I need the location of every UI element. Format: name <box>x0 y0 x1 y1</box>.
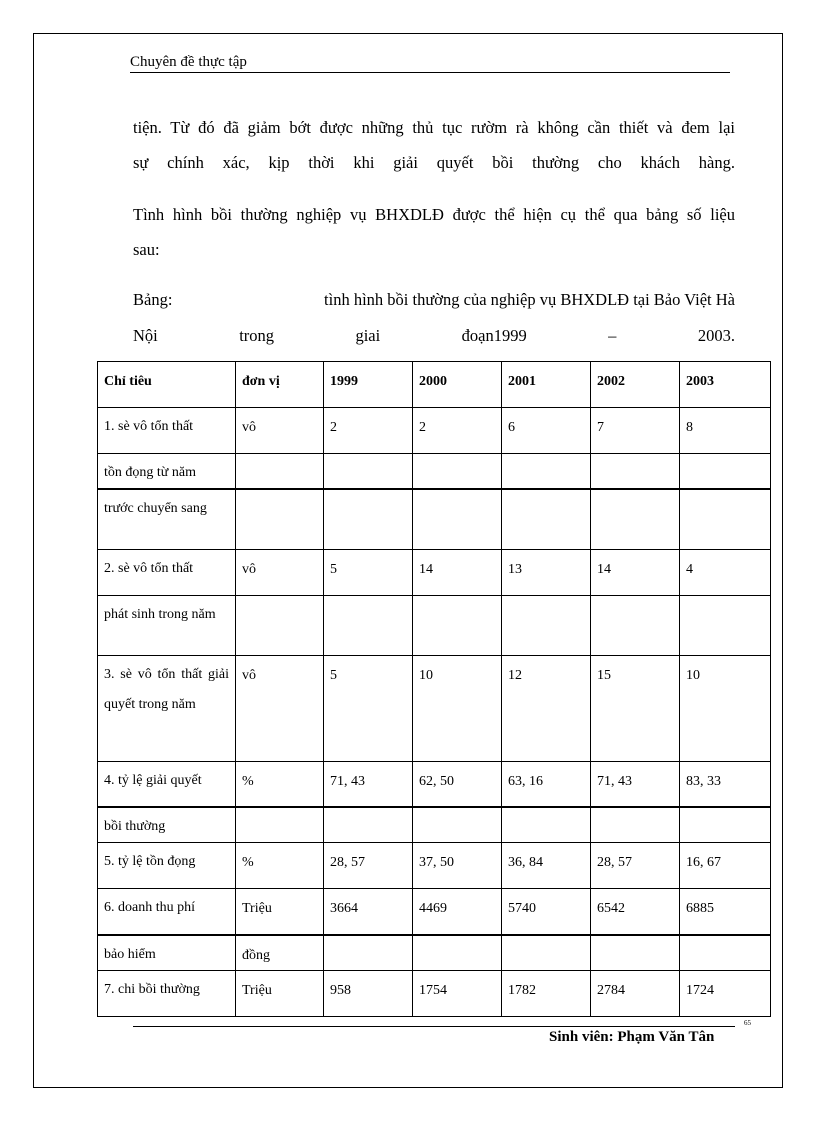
table-cell <box>324 889 413 935</box>
word: bồi <box>492 153 514 172</box>
cell-text: 4 <box>686 561 693 577</box>
cell-text: 6 <box>508 420 515 435</box>
table-cell <box>591 889 680 935</box>
footer-rule <box>133 1026 735 1027</box>
caption-word: Nội <box>133 326 158 345</box>
cell-text: 83, 33 <box>686 773 721 789</box>
cell-text: 5740 <box>508 901 536 916</box>
word: khi <box>353 153 375 172</box>
table-cell <box>680 889 771 935</box>
table-cell <box>98 655 236 761</box>
word: sự <box>133 153 149 172</box>
cell-text: 2 <box>419 420 426 435</box>
paragraph-line: sau: <box>133 240 160 259</box>
cell-text: đơn vị <box>242 374 280 389</box>
table-cell <box>591 843 680 889</box>
table-row <box>98 489 771 549</box>
table-cell <box>413 595 502 655</box>
table-cell <box>236 655 324 761</box>
cell-text: 1999 <box>330 374 358 389</box>
table-cell <box>680 454 771 490</box>
cell-text: 1724 <box>686 982 714 998</box>
table-cell <box>502 408 591 454</box>
table-cell <box>502 549 591 595</box>
caption-label: Bảng: <box>133 290 173 309</box>
table-cell <box>324 807 413 843</box>
cell-text <box>597 936 673 948</box>
cell-text: 63, 16 <box>508 773 543 789</box>
table-cell <box>236 889 324 935</box>
cell-text <box>508 936 584 948</box>
cell-text: 7. chi bồi thường <box>104 981 200 997</box>
word: cho <box>597 153 622 172</box>
table-cell <box>591 761 680 807</box>
caption-word: trong <box>239 326 275 345</box>
table-cell <box>502 761 591 807</box>
cell-text: 1. sè vô tổn thất <box>104 419 194 434</box>
cell-text <box>686 808 764 820</box>
table-header-cell <box>591 362 680 408</box>
table-cell <box>591 655 680 761</box>
cell-text <box>686 936 764 948</box>
table-header-cell <box>324 362 413 408</box>
word: thường <box>532 153 580 172</box>
table-header-cell <box>236 362 324 408</box>
caption-word: giai <box>355 326 381 345</box>
cell-text: 15 <box>597 667 611 683</box>
table-cell <box>98 408 236 454</box>
table-cell <box>324 408 413 454</box>
table-cell <box>680 843 771 889</box>
cell-text <box>242 596 317 608</box>
cell-text <box>330 596 406 608</box>
table-cell <box>324 454 413 490</box>
table-cell <box>591 595 680 655</box>
cell-text: tồn đọng từ năm <box>104 465 196 480</box>
table-cell <box>591 549 680 595</box>
table-cell <box>98 935 236 971</box>
table-row <box>98 761 771 807</box>
table-cell <box>236 935 324 971</box>
cell-text <box>597 596 673 608</box>
cell-text: 4. tỷ lệ giải quyết <box>104 772 202 788</box>
cell-text: 2000 <box>419 374 447 389</box>
cell-text: 1782 <box>508 982 536 998</box>
table-cell <box>236 761 324 807</box>
table-cell <box>236 549 324 595</box>
cell-text <box>597 808 673 820</box>
cell-text <box>419 936 495 948</box>
table-cell <box>680 549 771 595</box>
cell-text <box>508 808 584 820</box>
cell-text <box>419 490 495 502</box>
table-row <box>98 549 771 595</box>
table-cell <box>591 807 680 843</box>
cell-text: 8 <box>686 420 693 435</box>
table-row <box>98 595 771 655</box>
table-row <box>98 454 771 490</box>
page-number: 65 <box>744 1019 751 1027</box>
cell-text: 2784 <box>597 982 625 998</box>
footer-author: Sinh viên: Phạm Văn Tân <box>549 1029 715 1045</box>
cell-text <box>242 490 317 502</box>
table-cell <box>502 843 591 889</box>
table-cell <box>236 454 324 490</box>
table-cell <box>98 454 236 490</box>
table-row <box>98 408 771 454</box>
table-cell <box>413 889 502 935</box>
cell-text: 5 <box>330 561 337 577</box>
cell-text: 6885 <box>686 901 714 916</box>
table-cell <box>502 489 591 549</box>
table-cell <box>324 935 413 971</box>
table-cell <box>413 807 502 843</box>
table-header-cell <box>413 362 502 408</box>
word: khách <box>640 153 680 172</box>
cell-text: 958 <box>330 982 351 998</box>
paragraph-line <box>133 153 735 173</box>
cell-text: 37, 50 <box>419 855 454 870</box>
cell-text: 10 <box>419 667 433 683</box>
cell-text: phát sinh trong năm <box>104 606 216 622</box>
cell-text: Triệu <box>242 901 272 916</box>
table-cell <box>413 549 502 595</box>
cell-text: bồi thường <box>104 819 166 834</box>
cell-text: Chỉ tiêu <box>104 374 152 389</box>
cell-text: 36, 84 <box>508 855 543 870</box>
table-row <box>98 970 771 1016</box>
table-cell <box>236 843 324 889</box>
table-cell <box>680 935 771 971</box>
word: quyết <box>436 153 474 172</box>
cell-text: 13 <box>508 561 522 577</box>
table-row <box>98 935 771 971</box>
cell-text: 2001 <box>508 374 536 389</box>
cell-text <box>242 808 317 820</box>
cell-text: 3. sè vô tổn thất giải quyết trong năm <box>104 666 229 712</box>
caption-word: – <box>608 326 617 345</box>
cell-text <box>419 808 495 820</box>
cell-text: 2003 <box>686 374 714 389</box>
caption-word: 2003. <box>697 326 735 345</box>
cell-text: 7 <box>597 420 604 435</box>
justified-line <box>133 153 735 173</box>
table-cell <box>324 655 413 761</box>
cell-text: 62, 50 <box>419 773 454 789</box>
cell-text <box>686 490 764 502</box>
table-cell <box>98 843 236 889</box>
table-cell <box>502 935 591 971</box>
table-cell <box>502 655 591 761</box>
cell-text: vô <box>242 420 256 435</box>
table-cell <box>680 408 771 454</box>
cell-text: bảo hiểm <box>104 946 156 962</box>
table-cell <box>502 889 591 935</box>
table-cell <box>236 489 324 549</box>
cell-text: 6542 <box>597 901 625 916</box>
table-row <box>98 889 771 935</box>
cell-text: đồng <box>242 947 270 963</box>
cell-text: 5 <box>330 667 337 683</box>
cell-text: % <box>242 855 254 870</box>
table-cell <box>98 889 236 935</box>
cell-text: 28, 57 <box>330 855 365 870</box>
table-cell <box>324 489 413 549</box>
word: chính <box>167 153 204 172</box>
cell-text: 71, 43 <box>330 773 365 789</box>
cell-text: Triệu <box>242 982 272 998</box>
table-header-row <box>98 362 771 408</box>
table-cell <box>324 595 413 655</box>
caption-text: tình hình bồi thường của nghiệp vụ BHXDLĐ tại Bảo Việt Hà <box>324 290 735 309</box>
caption-word: đoạn1999 <box>461 326 527 345</box>
table-cell <box>324 843 413 889</box>
cell-text <box>419 596 495 608</box>
cell-text: 14 <box>419 561 433 577</box>
cell-text <box>330 808 406 820</box>
table-cell <box>413 761 502 807</box>
table-cell <box>502 454 591 490</box>
table-cell <box>413 408 502 454</box>
cell-text <box>330 490 406 502</box>
table-header-cell <box>98 362 236 408</box>
table-cell <box>591 408 680 454</box>
table-caption-line-2 <box>133 326 735 346</box>
table-cell <box>680 655 771 761</box>
cell-text: % <box>242 773 254 789</box>
paragraph-line: tiện. Từ đó đã giảm bớt được những thủ tục rườm rà không cần thiết và đem lại <box>133 118 735 137</box>
table-cell <box>680 807 771 843</box>
table-cell <box>98 489 236 549</box>
cell-text: 2. sè vô tổn thất <box>104 560 194 576</box>
cell-text: 2 <box>330 420 337 435</box>
table-row <box>98 807 771 843</box>
cell-text: 12 <box>508 667 522 683</box>
table-cell <box>413 843 502 889</box>
table-cell <box>591 935 680 971</box>
cell-text <box>242 454 317 466</box>
cell-text: 4469 <box>419 901 447 916</box>
table-cell <box>98 970 236 1016</box>
table-cell <box>680 489 771 549</box>
word: kịp <box>268 153 290 172</box>
cell-text <box>686 596 764 608</box>
cell-text <box>508 490 584 502</box>
cell-text: 3664 <box>330 901 358 916</box>
table-cell <box>98 761 236 807</box>
table-cell <box>680 970 771 1016</box>
word: xác, <box>222 153 250 172</box>
word: thời <box>308 153 335 172</box>
table-cell <box>98 549 236 595</box>
cell-text <box>597 454 673 466</box>
cell-text: 5. tỷ lệ tồn đọng <box>104 854 196 869</box>
cell-text <box>330 454 406 466</box>
cell-text: trước chuyển sang <box>104 501 207 516</box>
word: giải <box>393 153 418 172</box>
cell-text: 28, 57 <box>597 855 632 870</box>
table-cell <box>413 655 502 761</box>
table-row <box>98 843 771 889</box>
table-cell <box>502 807 591 843</box>
cell-text: vô <box>242 667 256 683</box>
word: hàng. <box>698 153 735 172</box>
table-cell <box>324 761 413 807</box>
table-cell <box>591 489 680 549</box>
table-cell <box>413 454 502 490</box>
table-cell <box>324 970 413 1016</box>
table-cell <box>413 935 502 971</box>
cell-text: 1754 <box>419 982 447 998</box>
table-cell <box>236 408 324 454</box>
table-header-cell <box>680 362 771 408</box>
paragraph-line: Tình hình bồi thường nghiệp vụ BHXDLĐ được thể hiện cụ thể qua bảng số liệu <box>133 205 735 224</box>
cell-text <box>508 454 584 466</box>
page-header: Chuyên đề thực tập <box>130 52 730 73</box>
cell-text: 10 <box>686 667 700 683</box>
table-cell <box>680 595 771 655</box>
compensation-table <box>97 361 771 1017</box>
table-cell <box>98 595 236 655</box>
table-cell <box>324 549 413 595</box>
table-cell <box>591 454 680 490</box>
table-cell <box>413 970 502 1016</box>
table-cell <box>502 970 591 1016</box>
table-cell <box>502 595 591 655</box>
table-cell <box>413 489 502 549</box>
cell-text <box>330 936 406 948</box>
cell-text: 71, 43 <box>597 773 632 789</box>
cell-text: vô <box>242 561 256 577</box>
table-cell <box>236 807 324 843</box>
cell-text: 14 <box>597 561 611 577</box>
table-cell <box>98 807 236 843</box>
cell-text: 2002 <box>597 374 625 389</box>
table-cell <box>680 761 771 807</box>
cell-text: 6. doanh thu phí <box>104 900 195 915</box>
cell-text <box>597 490 673 502</box>
table-cell <box>236 595 324 655</box>
cell-text <box>419 454 495 466</box>
caption-line-2 <box>133 326 735 346</box>
table-row <box>98 655 771 761</box>
table-cell <box>236 970 324 1016</box>
cell-text <box>686 454 764 466</box>
table-caption-line-1 <box>133 290 735 310</box>
cell-text <box>508 596 584 608</box>
table-header-cell <box>502 362 591 408</box>
cell-text: 16, 67 <box>686 855 721 870</box>
table-cell <box>591 970 680 1016</box>
